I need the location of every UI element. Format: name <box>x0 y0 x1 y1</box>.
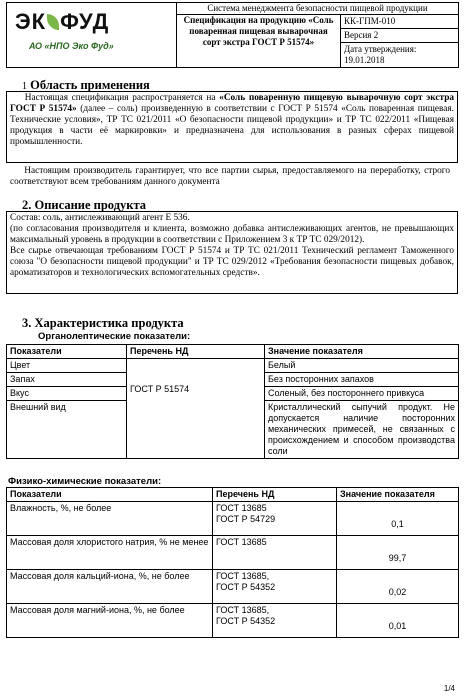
doc-code: КК-ГПМ-010 <box>341 15 458 29</box>
row-name: Массовая доля кальций-иона, %, не более <box>7 570 213 604</box>
document-header <box>6 2 458 65</box>
row-name: Запах <box>7 373 127 387</box>
description-box <box>6 211 458 294</box>
row-value: Белый <box>265 359 459 373</box>
row-nd: ГОСТ 13685, ГОСТ Р 54352 <box>213 570 337 604</box>
approval-date: Дата утверждения: 19.01.2018 <box>344 44 417 65</box>
header-table <box>6 2 459 68</box>
row-value: 0,02 <box>337 570 459 604</box>
doc-meta <box>341 15 459 68</box>
scope-box: Настоящая спецификация распространяется на «Соль поваренную пищевую выварочную сорт экстра ГОСТ Р 51574» (далее – соль) произведенную в соответствии с ГОСТ Р 51574 «Соль поваренная пищевая. Технические условия», ТР ТС 021/2011 «О безопасности пищевой продукции» и ТР ТС 022/2011 «Пищевая продукция в части её маркировки» и предназначена для использования в разных сферах пищевой промышленности. <box>6 91 458 163</box>
column-header: Перечень НД <box>213 488 337 502</box>
section-3-heading: 3. Характеристика продукта <box>22 316 184 330</box>
row-name: Вкус <box>7 387 127 401</box>
table-row <box>7 536 459 570</box>
additives-note: (по согласования производителя и клиента, возможно добавка антислеживающих агентов, не превышающих максимальный уровень в продукции в соответствии с Приложением 3 к ТР ТС 029/2012). <box>10 224 454 245</box>
guarantee-text: Настоящим производитель гарантирует, что все партии сырья, предоставляемого на переработку, строго соответствуют всем требованиям данного документа <box>10 166 450 187</box>
row-nd: ГОСТ 13685 ГОСТ Р 54729 <box>213 502 337 536</box>
row-name: Цвет <box>7 359 127 373</box>
row-value: 0,01 <box>337 604 459 638</box>
doc-version: Версия 2 <box>341 29 458 43</box>
row-value: Без посторонних запахов <box>265 373 459 387</box>
section-1-heading: 1 Область применения <box>22 78 150 92</box>
company-logo: ЭК ФУД <box>15 9 110 34</box>
row-value: Соленый, без постороннего привкуса <box>265 387 459 401</box>
table-row <box>7 502 459 536</box>
table-header-row <box>7 488 459 502</box>
company-name: АО «НПО Эко Фуд» <box>29 41 114 51</box>
table-row <box>7 604 459 638</box>
page-number: 1/4 <box>443 684 455 693</box>
composition: Состав: соль, антислеживающий агент Е 536. <box>10 213 190 223</box>
row-value: 0,1 <box>337 502 459 536</box>
row-name: Массовая доля магний-иона, %, не более <box>7 604 213 638</box>
logo-block <box>7 3 177 68</box>
organoleptic-table <box>6 344 459 459</box>
column-header: Показатели <box>7 345 127 359</box>
section-2-heading: 2. Описание продукта <box>22 198 147 212</box>
leaf-icon <box>47 14 59 30</box>
row-value: 99,7 <box>337 536 459 570</box>
row-name: Внешний вид <box>7 401 127 459</box>
compliance-text: Все сырье отвечающая требованиям ГОСТ Р 51574 и ТР ТС 021/2011 Технический регламент Таможенного союза "О безопасности пищевой продукции" и ТР ТС 029/2012 «Требования безопасности пищевых добавок, ароматизаторов и технологических вспомогательных средств». <box>10 246 454 278</box>
row-nd: ГОСТ 13685, ГОСТ Р 54352 <box>213 604 337 638</box>
row-value: Кристаллический сыпучий продукт. Не допускается наличие посторонних механических примесей, не связанных с происхождением и способом производства соли <box>265 401 459 459</box>
row-name: Массовая доля хлористого натрия, % не менее <box>7 536 213 570</box>
column-header: Значение показателя <box>265 345 459 359</box>
table-row <box>7 570 459 604</box>
table-header-row <box>7 345 459 359</box>
table-row <box>7 359 459 373</box>
row-nd: ГОСТ 13685 <box>213 536 337 570</box>
column-header: Показатели <box>7 488 213 502</box>
physchem-label: Физико-химические показатели: <box>8 476 162 487</box>
system-title: Система менеджмента безопасности пищевой продукции <box>177 3 459 15</box>
physchem-table <box>6 487 459 638</box>
spec-title: Спецификация на продукцию «Соль поваренная пищевая выварочная сорт экстра ГОСТ Р 51574» <box>177 15 341 68</box>
nd-cell: ГОСТ Р 51574 <box>127 359 265 459</box>
column-header: Значение показателя <box>337 488 459 502</box>
column-header: Перечень НД <box>127 345 265 359</box>
organoleptic-label: Органолептические показатели: <box>38 331 191 342</box>
row-name: Влажность, %, не более <box>7 502 213 536</box>
